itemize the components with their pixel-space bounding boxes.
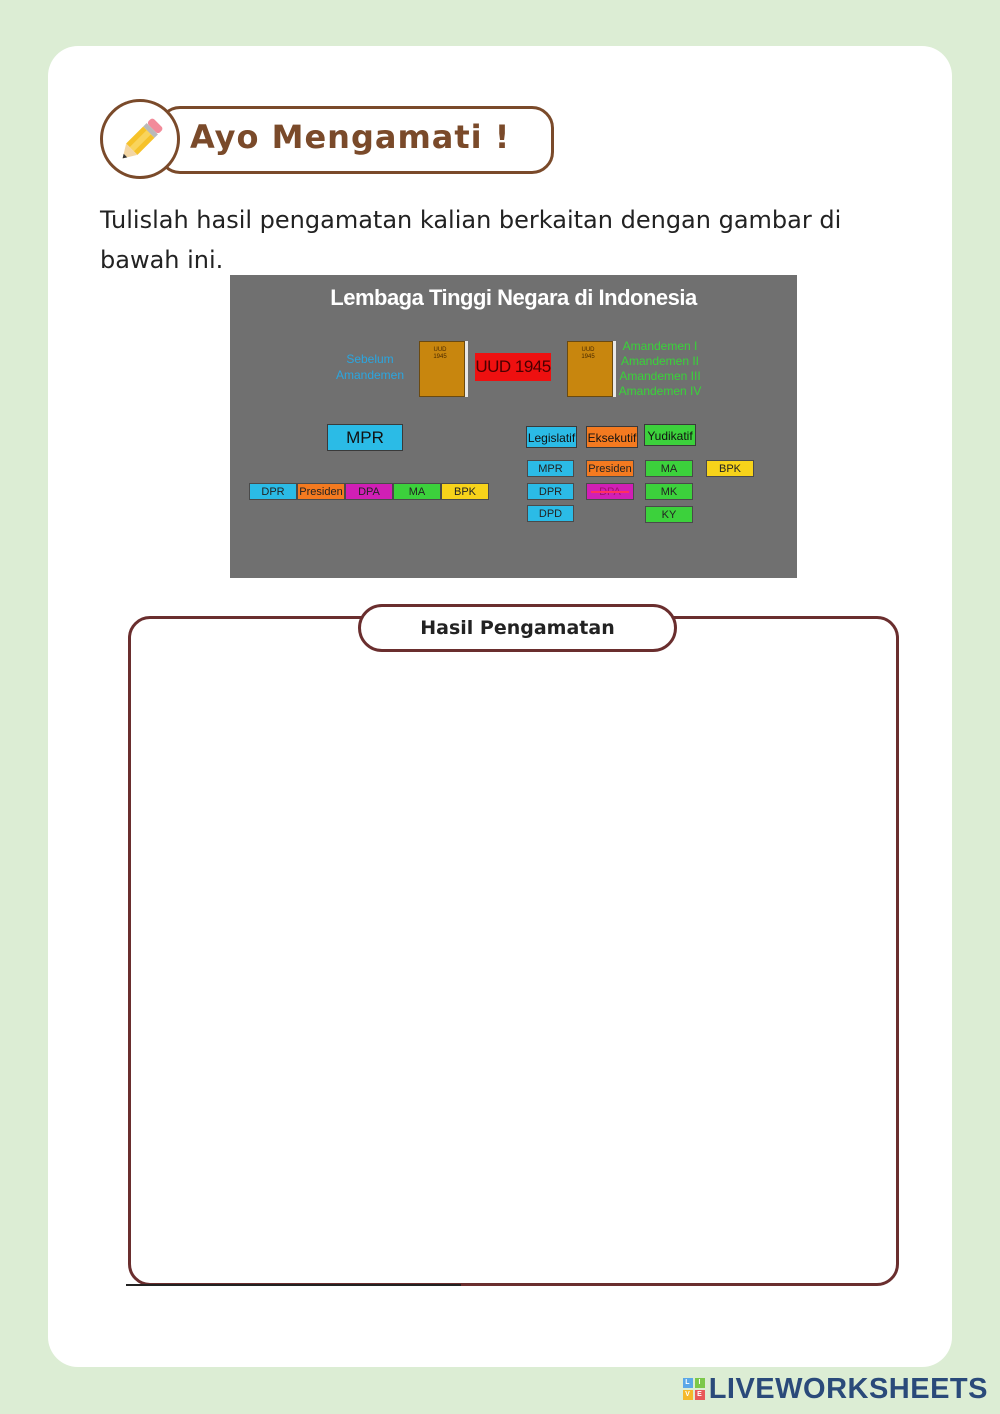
before-bpk-box: BPK xyxy=(441,483,489,500)
amendment-list xyxy=(610,339,710,399)
after-ma-box: MA xyxy=(645,460,693,477)
liveworksheets-icon: L I V E xyxy=(683,1378,705,1400)
legislatif-header: Legislatif xyxy=(526,426,577,448)
amendment-item: Amandemen III xyxy=(619,369,701,383)
divider-line xyxy=(126,1284,461,1286)
amendment-item: Amandemen II xyxy=(620,354,700,368)
pencil-icon xyxy=(113,112,169,168)
after-dpr-box: DPR xyxy=(527,483,574,500)
section-title: Ayo Mengamati ! xyxy=(190,118,511,156)
after-dpd-box: DPD xyxy=(527,505,574,522)
uud-label: UUD 1945 xyxy=(475,353,551,381)
before-ma-box: MA xyxy=(393,483,441,500)
amendment-item: Amandemen IV xyxy=(618,384,702,398)
brand-name: LIVEWORKSHEETS xyxy=(708,1372,988,1405)
before-mpr-box: MPR xyxy=(327,424,403,451)
before-amendment-label: Sebelum Amandemen xyxy=(335,352,405,382)
after-bpk-box: BPK xyxy=(706,460,754,477)
amendment-item: Amandemen I xyxy=(622,339,698,353)
book-left-icon: UUD 1945 xyxy=(419,341,465,397)
liveworksheets-logo xyxy=(683,1372,988,1406)
before-dpr-box: DPR xyxy=(249,483,297,500)
after-dpa-removed-box: DPA xyxy=(586,483,634,500)
after-mk-box: MK xyxy=(645,483,693,500)
after-mpr-box: MPR xyxy=(527,460,574,477)
result-answer-input[interactable] xyxy=(145,662,886,1266)
title-icon-badge xyxy=(100,99,180,179)
eksekutif-header: Eksekutif xyxy=(586,426,638,448)
before-dpa-box: DPA xyxy=(345,483,393,500)
yudikatif-header: Yudikatif xyxy=(644,424,696,446)
result-label: Hasil Pengamatan xyxy=(358,604,677,652)
lembaga-diagram xyxy=(230,275,797,578)
diagram-title: Lembaga Tinggi Negara di Indonesia xyxy=(330,285,697,310)
after-ky-box: KY xyxy=(645,506,693,523)
before-presiden-box: Presiden xyxy=(297,483,345,500)
instruction-text: Tulislah hasil pengamatan kalian berkaitan dengan gambar di bawah ini. xyxy=(100,206,842,274)
after-presiden-box: Presiden xyxy=(586,460,634,477)
book-right-icon: UUD 1945 xyxy=(567,341,613,397)
